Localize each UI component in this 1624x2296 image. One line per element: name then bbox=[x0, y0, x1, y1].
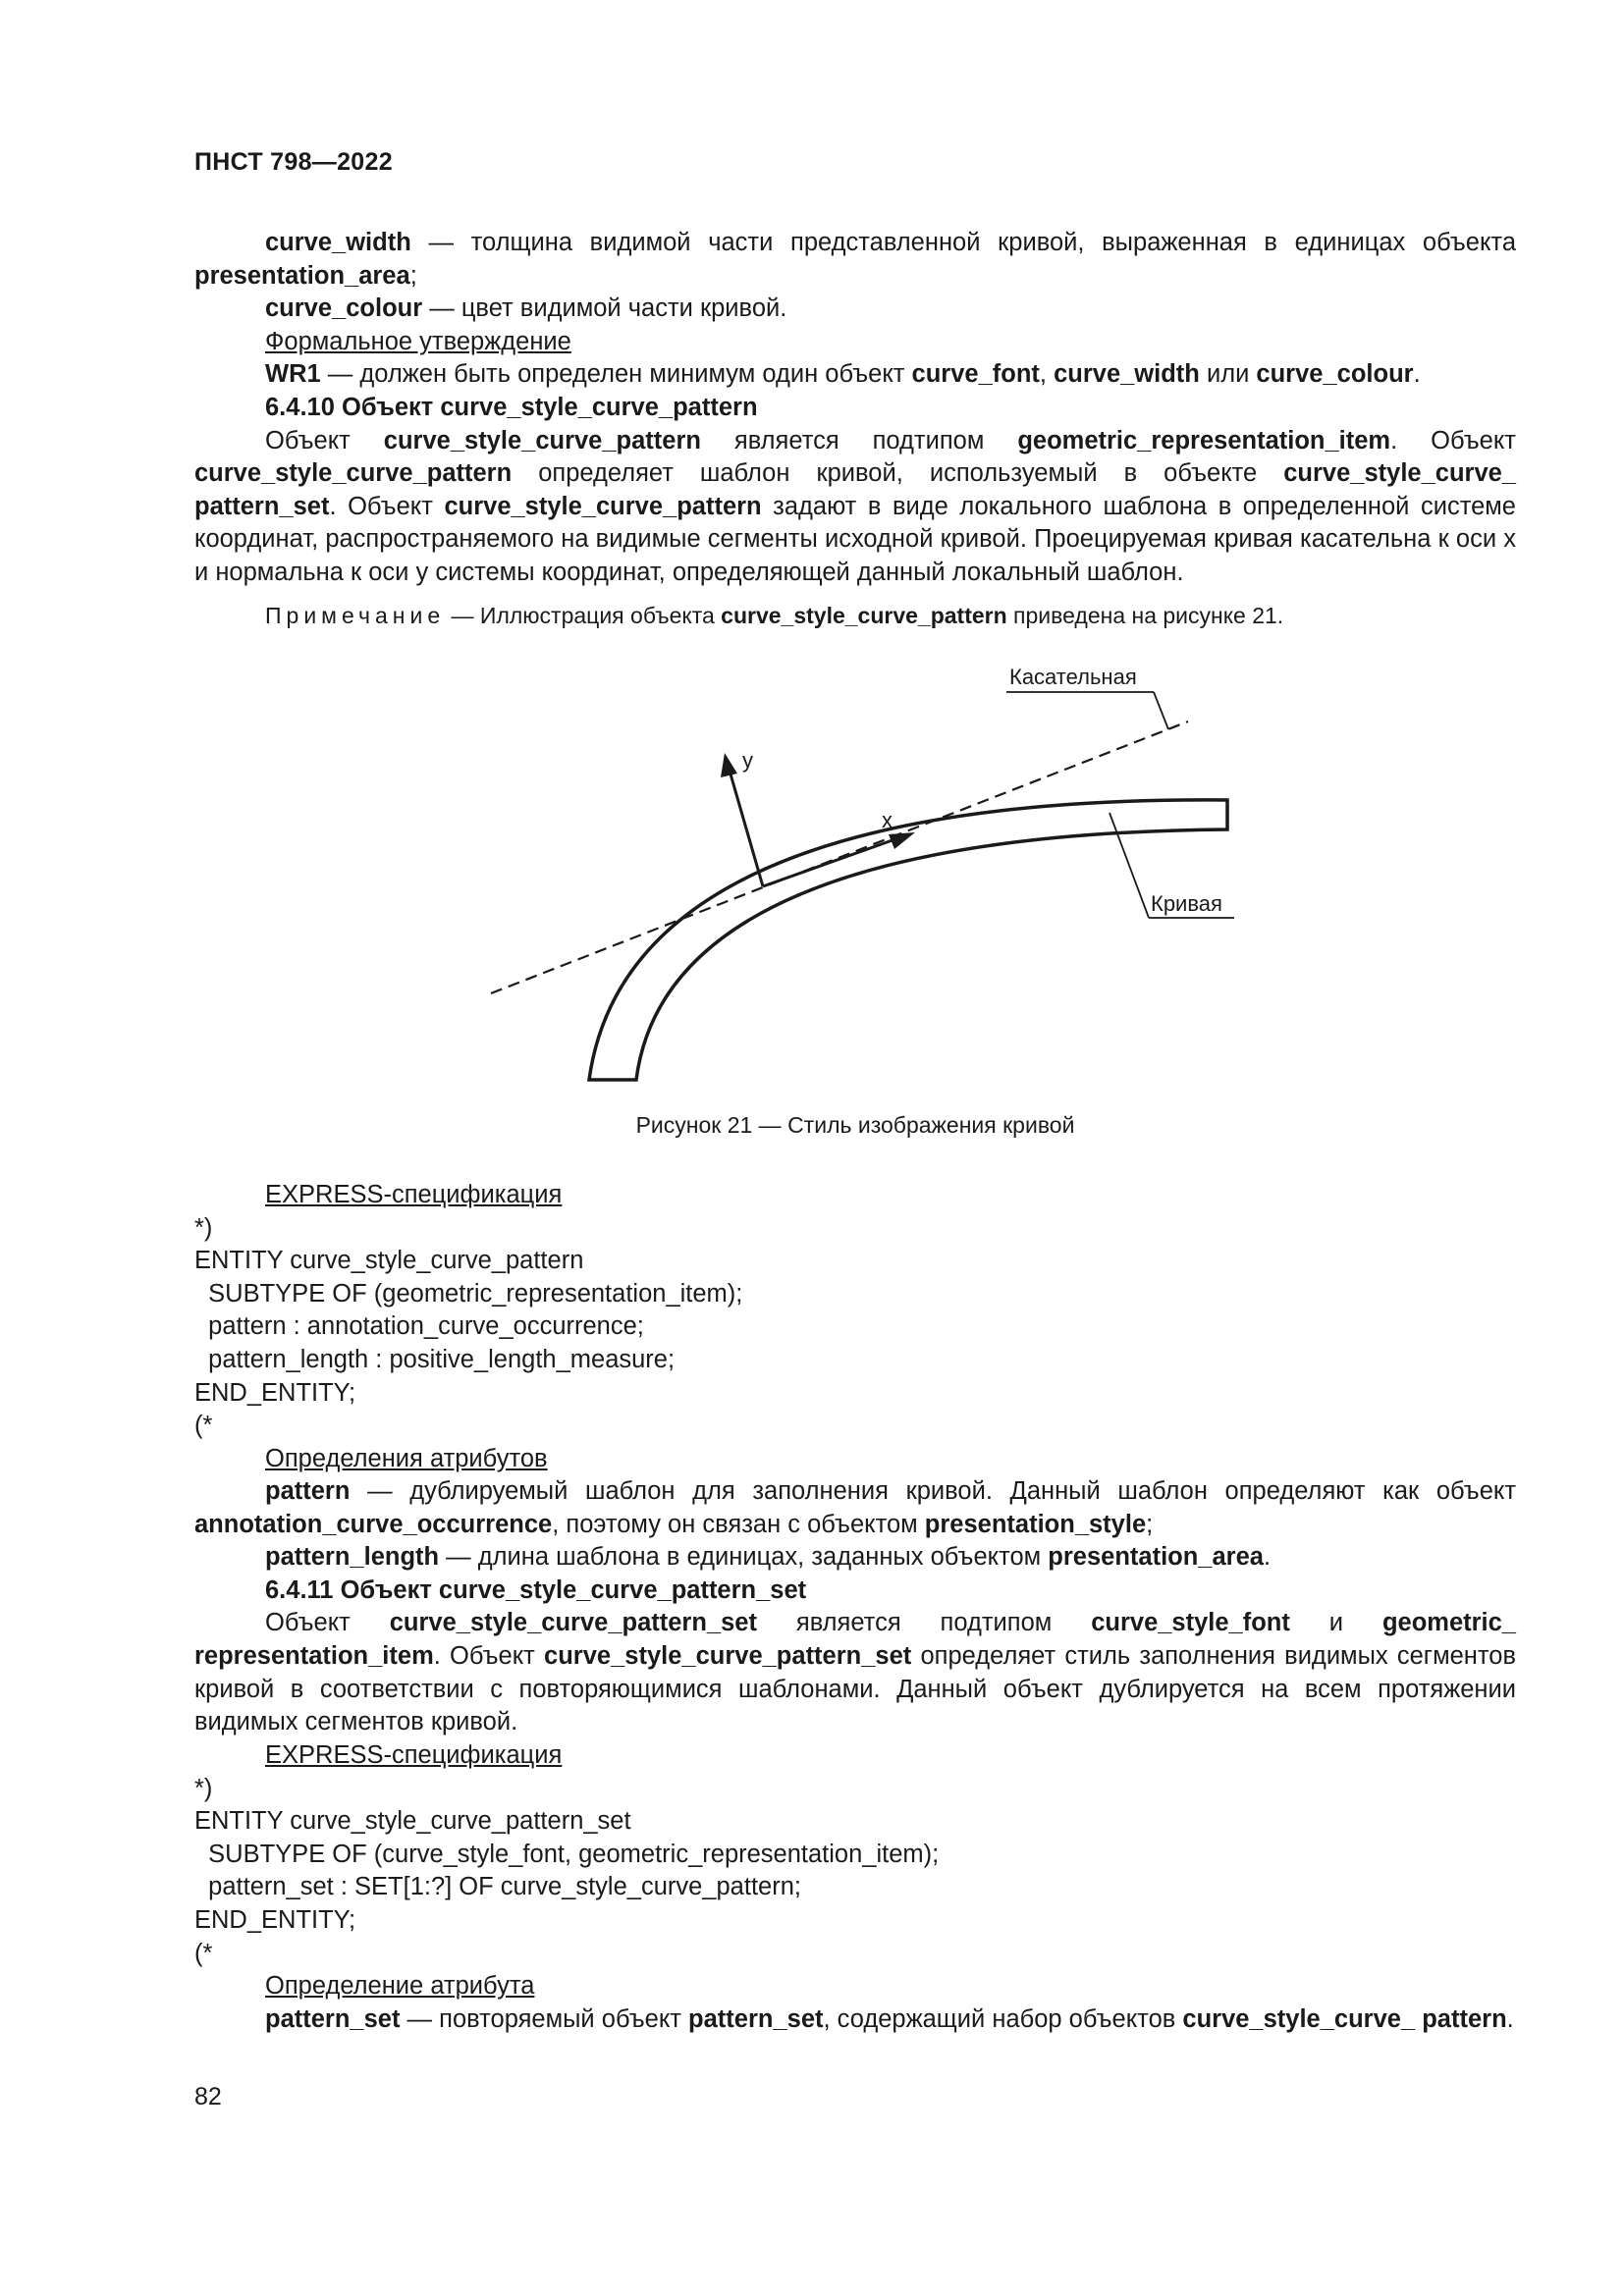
paragraph-wr1: WR1 — должен быть определен минимум один объект curve_font, curve_width или curve_colour. bbox=[265, 360, 1421, 389]
tangent-line bbox=[491, 721, 1188, 993]
express-heading: EXPRESS-спецификация bbox=[265, 1181, 563, 1208]
express-code-line: pattern_length : positive_length_measure; bbox=[194, 1345, 676, 1373]
text-block-top bbox=[194, 227, 1516, 632]
express-code-line: SUBTYPE OF (geometric_representation_item); bbox=[194, 1279, 743, 1308]
paragraph-attr-pattern-length: pattern_length — длина шаблона в единицах, заданных объектом presentation_area. bbox=[265, 1543, 1272, 1572]
y-axis-line bbox=[730, 771, 763, 886]
tangent-leader bbox=[1154, 692, 1168, 729]
express-code-line: END_ENTITY; bbox=[194, 1905, 356, 1934]
paragraph-attr-pattern: pattern — дублируемый шаблон для заполнения кривой. Данный шаблон определяют как объект annotation_curve_occurrence, поэтому он связан с объектом presentation_style; bbox=[194, 1477, 1516, 1538]
express-code-line: SUBTYPE OF (curve_style_font, geometric_representation_item); bbox=[194, 1840, 940, 1868]
label-tangent: Касательная bbox=[1009, 665, 1137, 689]
page-number: 82 bbox=[194, 2083, 222, 2110]
attribute-heading: Определение атрибута bbox=[265, 1972, 535, 2001]
figure-21-diagram bbox=[471, 648, 1257, 1090]
paragraph-pattern-set: Объект curve_style_curve_pattern_set является подтипом curve_style_font и geometric_ representation_item. Объект curve_style_curve_pattern_set определяет стиль заполнения видимых сегментов кривой в соответствии с повторяющимися шаблонами. Данный объект дублируется на всем протяжении видимых сегментов кривой. bbox=[194, 1609, 1516, 1736]
express-code-line: *) bbox=[194, 1213, 213, 1242]
express-code-line: pattern : annotation_curve_occurrence; bbox=[194, 1312, 644, 1341]
formal-statement-heading: Формальное утверждение bbox=[265, 327, 571, 355]
paragraph-curve-width: curve_width — толщина видимой части представленной кривой, выраженная в единицах объекта presentation_area; bbox=[194, 229, 1516, 290]
paragraph-attr-pattern-set: pattern_set — повторяемый объект pattern_set, содержащий набор объектов curve_style_curve_ pattern. bbox=[265, 2005, 1514, 2033]
text-block-attributes bbox=[194, 1475, 1516, 1739]
text-block-express-2 bbox=[194, 1739, 1516, 2003]
attributes-heading: Определения атрибутов bbox=[265, 1444, 548, 1472]
express-code-line: (* bbox=[194, 1939, 213, 1967]
page-header: ПНСТ 798—2022 bbox=[194, 148, 393, 176]
express-code-line: ENTITY curve_style_curve_pattern bbox=[194, 1247, 584, 1275]
section-heading-6-4-10: 6.4.10 Объект curve_style_curve_pattern bbox=[265, 393, 758, 421]
figure-caption: Рисунок 21 — Стиль изображения кривой bbox=[635, 1112, 1075, 1138]
text-block-bottom bbox=[194, 1179, 1516, 1475]
express-heading-2: EXPRESS-спецификация bbox=[265, 1741, 563, 1769]
paragraph-curve-pattern: Объект curve_style_curve_pattern является подтипом geometric_representation_item. Объект curve_style_curve_pattern определяет шаблон кривой, используемый в объекте curve_style_curve_ pattern_set. Объект curve_style_curve_pattern задают в виде локального шаблона в определенной системе координат, распространяемого на видимые сегменты исходной кривой. Проецируемая кривая касательна к оси x и нормальна к оси y системы координат, определяющей данный локальный шаблон. bbox=[194, 426, 1516, 586]
section-heading-6-4-11: 6.4.11 Объект curve_style_curve_pattern_set bbox=[265, 1575, 807, 1604]
paragraph-curve-colour: curve_colour — цвет видимой части кривой. bbox=[265, 294, 787, 323]
express-code-line: (* bbox=[194, 1412, 213, 1440]
label-x-axis: x bbox=[882, 808, 893, 832]
y-axis-arrowhead bbox=[721, 753, 737, 777]
curve-shape bbox=[589, 800, 1227, 1080]
express-code-line: pattern_set : SET[1:?] OF curve_style_curve_pattern; bbox=[194, 1873, 801, 1901]
label-curve: Кривая bbox=[1151, 891, 1222, 916]
note-paragraph: Примечание — Иллюстрация объекта curve_style_curve_pattern приведена на рисунке 21. bbox=[265, 602, 1284, 628]
express-code-line: *) bbox=[194, 1774, 213, 1802]
express-code-line: END_ENTITY; bbox=[194, 1378, 356, 1407]
express-code-line: ENTITY curve_style_curve_pattern_set bbox=[194, 1807, 631, 1836]
text-block-last bbox=[194, 2003, 1516, 2037]
label-y-axis: y bbox=[742, 748, 753, 773]
